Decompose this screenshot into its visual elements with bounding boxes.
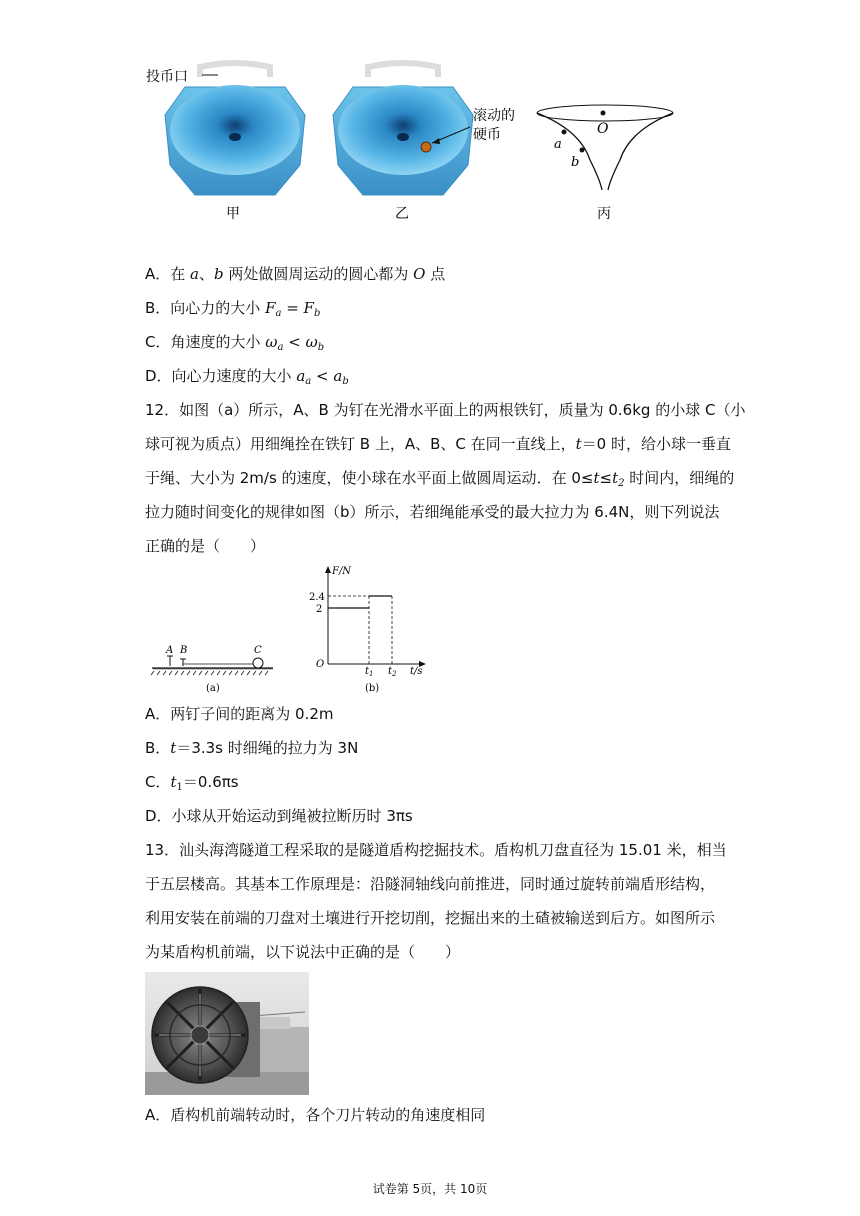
rolling-coin-label-2: 硬币 [473,127,501,143]
fig-b-caption: (b) [365,683,380,694]
q12-stem-line-4: 拉力随时间变化的规律如图（b）所示，若细绳能承受的最大拉力为 6.4N，则下列说法 [145,503,720,521]
rolling-coin-icon [421,142,431,152]
caption-bing: 丙 [597,206,611,222]
fig-b-t1: $t_1$ [365,666,374,678]
page-footer: 试卷第 5页，共 10页 [372,1182,488,1196]
fig-a-label-C: C [254,645,262,656]
caption-yi: 乙 [395,206,409,222]
q11-option-c: C．角速度的大小 $\omega_a < \omega_b$ [145,333,325,353]
fig-a-label-B: B [180,645,188,656]
q12-stem-line-2: 球可视为质点）用细绳拴在铁钉 B 上，A、B、C 在同一直线上，t＝0 时，给小球一垂直 [145,435,731,453]
rolling-coin-label-1: 滚动的 [473,108,515,124]
q13-stem-line-1: 13．汕头海湾隧道工程采取的是隧道盾构挖掘技术。盾构机刀盘直径为 15.01 米，相当 [145,841,727,859]
fig-b-xlabel: t/s [410,666,423,677]
label-b: b [571,155,580,170]
q11-option-a: A．在 a、b 两处做圆周运动的圆心都为 O 点 [145,265,446,283]
q12-figure-a [148,640,278,695]
q11-option-d: D．向心力速度的大小 $a_a < a_b$ [145,367,349,387]
q12-option-b: B．t＝3.3s 时细绳的拉力为 3N [145,739,359,757]
q12-stem-line-1: 12．如图（a）所示，A、B 为钉在光滑水平面上的两根铁钉，质量为 0.6kg 的小球 C（小 [145,401,746,419]
q11-option-b: B．向心力的大小 $F_a = F_b$ [145,299,321,319]
q12-figure-b-graph [302,560,432,696]
q12-option-d: D．小球从开始运动到绳被拉断历时 3πs [145,807,413,825]
label-a: a [554,137,562,152]
q12-stem-line-5: 正确的是（ ） [145,537,266,555]
q12-option-a: A．两钉子间的距离为 0.2m [145,705,334,723]
q13-stem-line-2: 于五层楼高。其基本工作原理是：沿隧洞轴线向前推进，同时通过旋转前端盾形结构， [145,875,716,893]
fig-b-origin: O [316,659,325,670]
q13-stem-line-4: 为某盾构机前端，以下说法中正确的是（ ） [145,943,461,961]
caption-jia: 甲 [226,206,240,222]
bowl-yi-icon [333,63,473,195]
coin-slot-label: 投币口 [146,69,188,85]
q13-option-a: A．盾构机前端转动时，各个刀片转动的角速度相同 [145,1106,486,1124]
fig-b-ylabel: F/N [332,566,352,577]
fig-a-caption: (a) [206,683,220,694]
q13-stem-line-3: 利用安装在前端的刀盘对土壤进行开挖切削，挖掘出来的土碴被输送到后方。如图所示 [145,909,716,927]
fig-b-y-2.4: 2.4 [309,592,325,603]
label-O: O [597,121,609,137]
fig-a-label-A: A [166,645,174,656]
fig-b-t2: $t_2$ [388,666,397,678]
q12-stem-line-3: 于绳、大小为 2m/s 的速度，使小球在水平面上做圆周运动．在 $0\le t\le t_2$ 时间内，细绳的 [145,469,735,489]
q12-option-c: C．$t_1=0.6\pi s$ [145,773,239,793]
shield-machine-photo [145,972,309,1095]
figure-coin-funnel [140,55,700,230]
fig-b-y-2: 2 [316,604,323,615]
